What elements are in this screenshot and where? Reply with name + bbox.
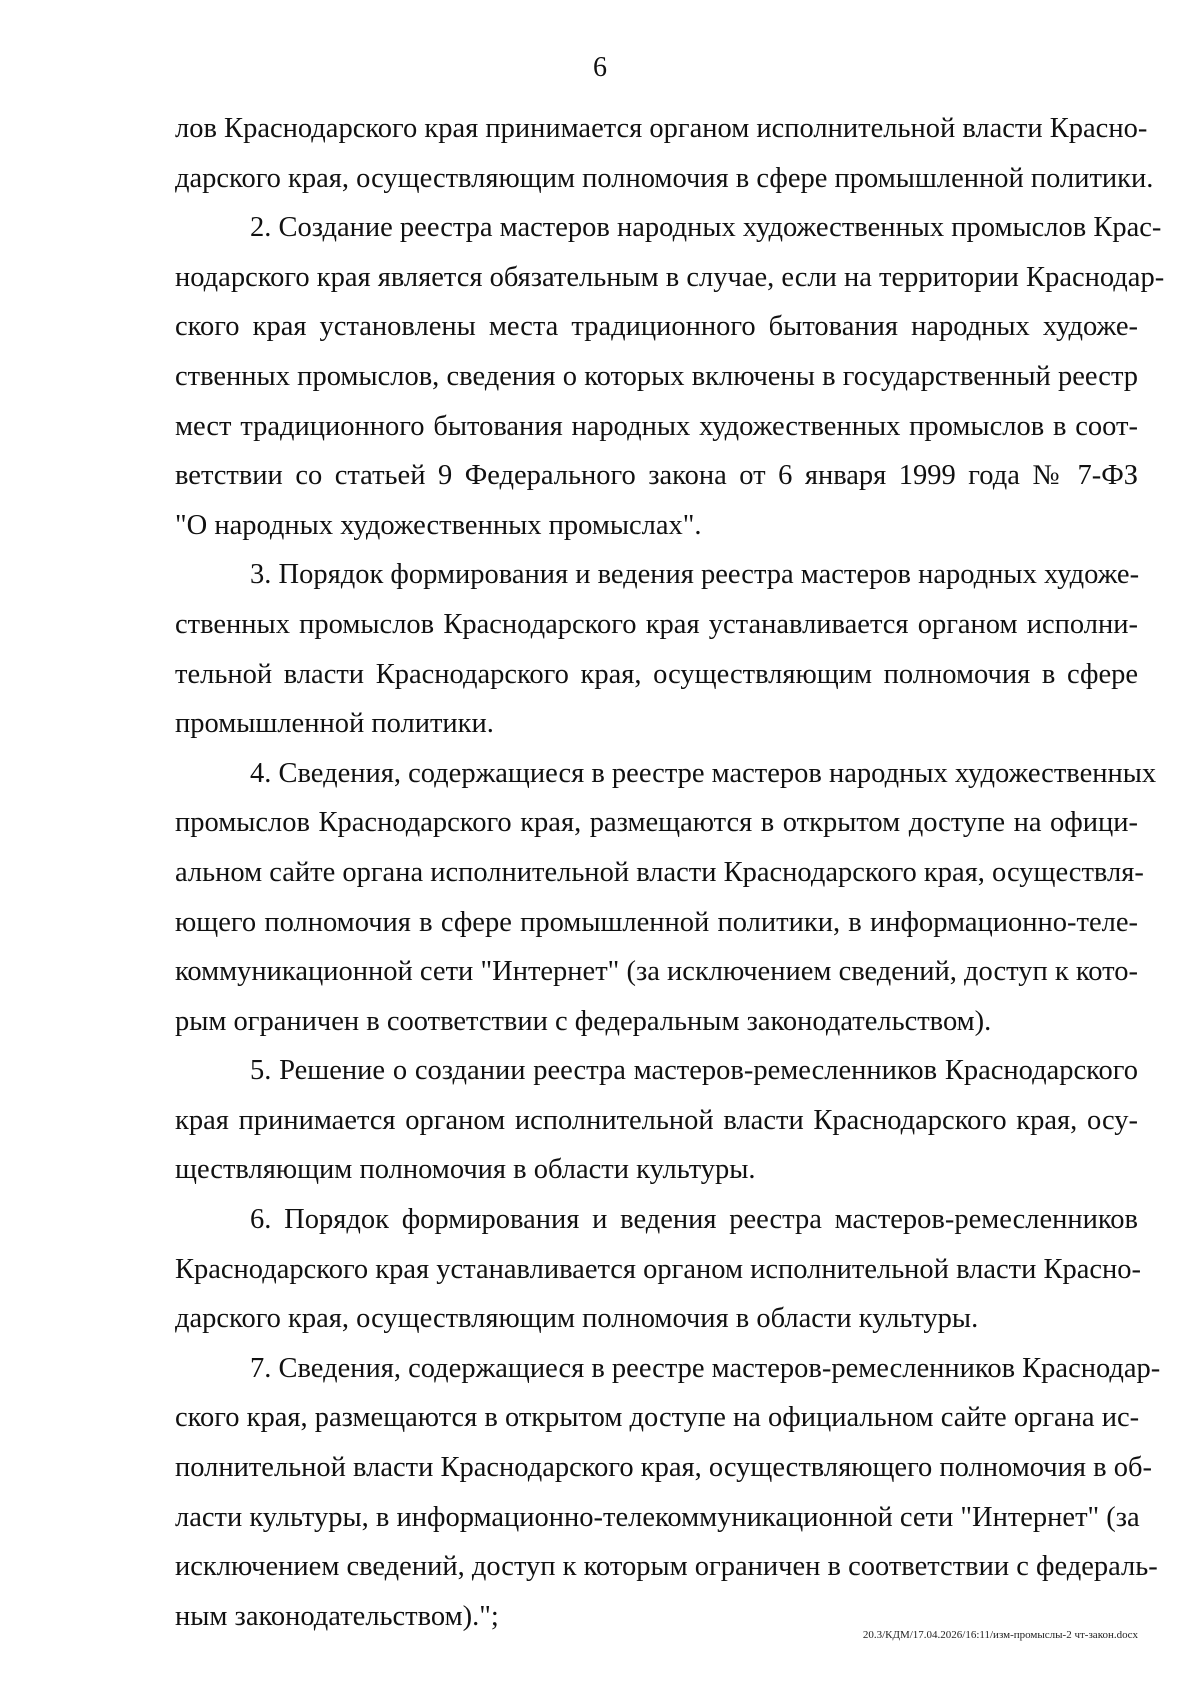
paragraph-line: ственных промыслов Краснодарского края устанавливается органом исполни-	[175, 608, 1138, 640]
paragraph-line: дарского края, осуществляющим полномочия в сфере промышленной политики.	[175, 162, 1154, 194]
paragraph	[175, 1344, 1161, 1642]
paragraph-line: 2. Создание реестра мастеров народных художественных промыслов Крас-	[250, 212, 1162, 244]
paragraph-line: лов Краснодарского края принимается органом исполнительной власти Красно-	[175, 113, 1148, 144]
paragraph	[175, 550, 1138, 748]
document-body	[175, 104, 1165, 1641]
paragraph-line: тельной власти Краснодарского края, осуществляющим полномочия в сфере	[175, 658, 1138, 690]
paragraph-line: 7. Сведения, содержащиеся в реестре мастеров-ремесленников Краснодар-	[250, 1352, 1161, 1384]
document-footer: 20.3/КДМ/17.04.2026/16:11/изм-промыслы-2 чт-закон.docx	[862, 1629, 1138, 1641]
paragraph-line: дарского края, осуществляющим полномочия в области культуры.	[175, 1303, 979, 1335]
paragraph	[175, 749, 1157, 1047]
paragraph-line: Краснодарского края устанавливается органом исполнительной власти Красно-	[175, 1253, 1142, 1285]
paragraph-line: "О народных художественных промыслах".	[175, 509, 702, 541]
paragraph-line: промышленной политики.	[175, 708, 494, 740]
paragraph-line: ющего полномочия в сфере промышленной политики, в информационно-теле-	[175, 906, 1138, 938]
paragraph-line: 6. Порядок формирования и ведения реестра мастеров-ремесленников	[250, 1204, 1138, 1236]
paragraph	[175, 1195, 1142, 1344]
paragraph-line: рым ограничен в соответствии с федеральным законодательством).	[175, 1005, 992, 1037]
paragraph-line: 4. Сведения, содержащиеся в реестре мастеров народных художественных	[250, 757, 1157, 789]
paragraph	[175, 1046, 1138, 1195]
paragraph-line: исключением сведений, доступ к которым ограничен в соответствии с федераль-	[175, 1551, 1158, 1583]
paragraph-line: ным законодательством).";	[175, 1600, 499, 1632]
paragraph	[175, 203, 1165, 550]
paragraph-line: ского края установлены места традиционного бытования народных художе-	[175, 311, 1138, 343]
paragraph-line: нодарского края является обязательным в случае, если на территории Краснодар-	[175, 261, 1165, 293]
paragraph-line: 3. Порядок формирования и ведения реестра мастеров народных художе-	[250, 559, 1140, 591]
paragraph-line: альном сайте органа исполнительной власти Краснодарского края, осуществля-	[175, 856, 1144, 888]
page-number: 6	[593, 52, 607, 83]
paragraph-line: 5. Решение о создании реестра мастеров-ремесленников Краснодарского	[250, 1055, 1138, 1087]
paragraph-line: ществляющим полномочия в области культуры.	[175, 1154, 756, 1186]
paragraph-line: полнительной власти Краснодарского края, осуществляющего полномочия в об-	[175, 1452, 1152, 1484]
paragraph-line: ветствии со статьей 9 Федерального закона от 6 января 1999 года № 7-ФЗ	[175, 460, 1138, 492]
paragraph-line: мест традиционного бытования народных художественных промыслов в соот-	[175, 410, 1138, 442]
paragraph	[175, 104, 1154, 203]
paragraph-line: промыслов Краснодарского края, размещаются в открытом доступе на офици-	[175, 807, 1138, 839]
paragraph-line: ского края, размещаются в открытом доступе на официальном сайте органа ис-	[175, 1402, 1140, 1434]
paragraph-line: ственных промыслов, сведения о которых включены в государственный реестр	[175, 360, 1138, 392]
paragraph-line: коммуникационной сети "Интернет" (за исключением сведений, доступ к кото-	[175, 956, 1138, 988]
paragraph-line: края принимается органом исполнительной власти Краснодарского края, осу-	[175, 1104, 1138, 1136]
paragraph-line: ласти культуры, в информационно-телекоммуникационной сети "Интернет" (за	[175, 1501, 1140, 1533]
